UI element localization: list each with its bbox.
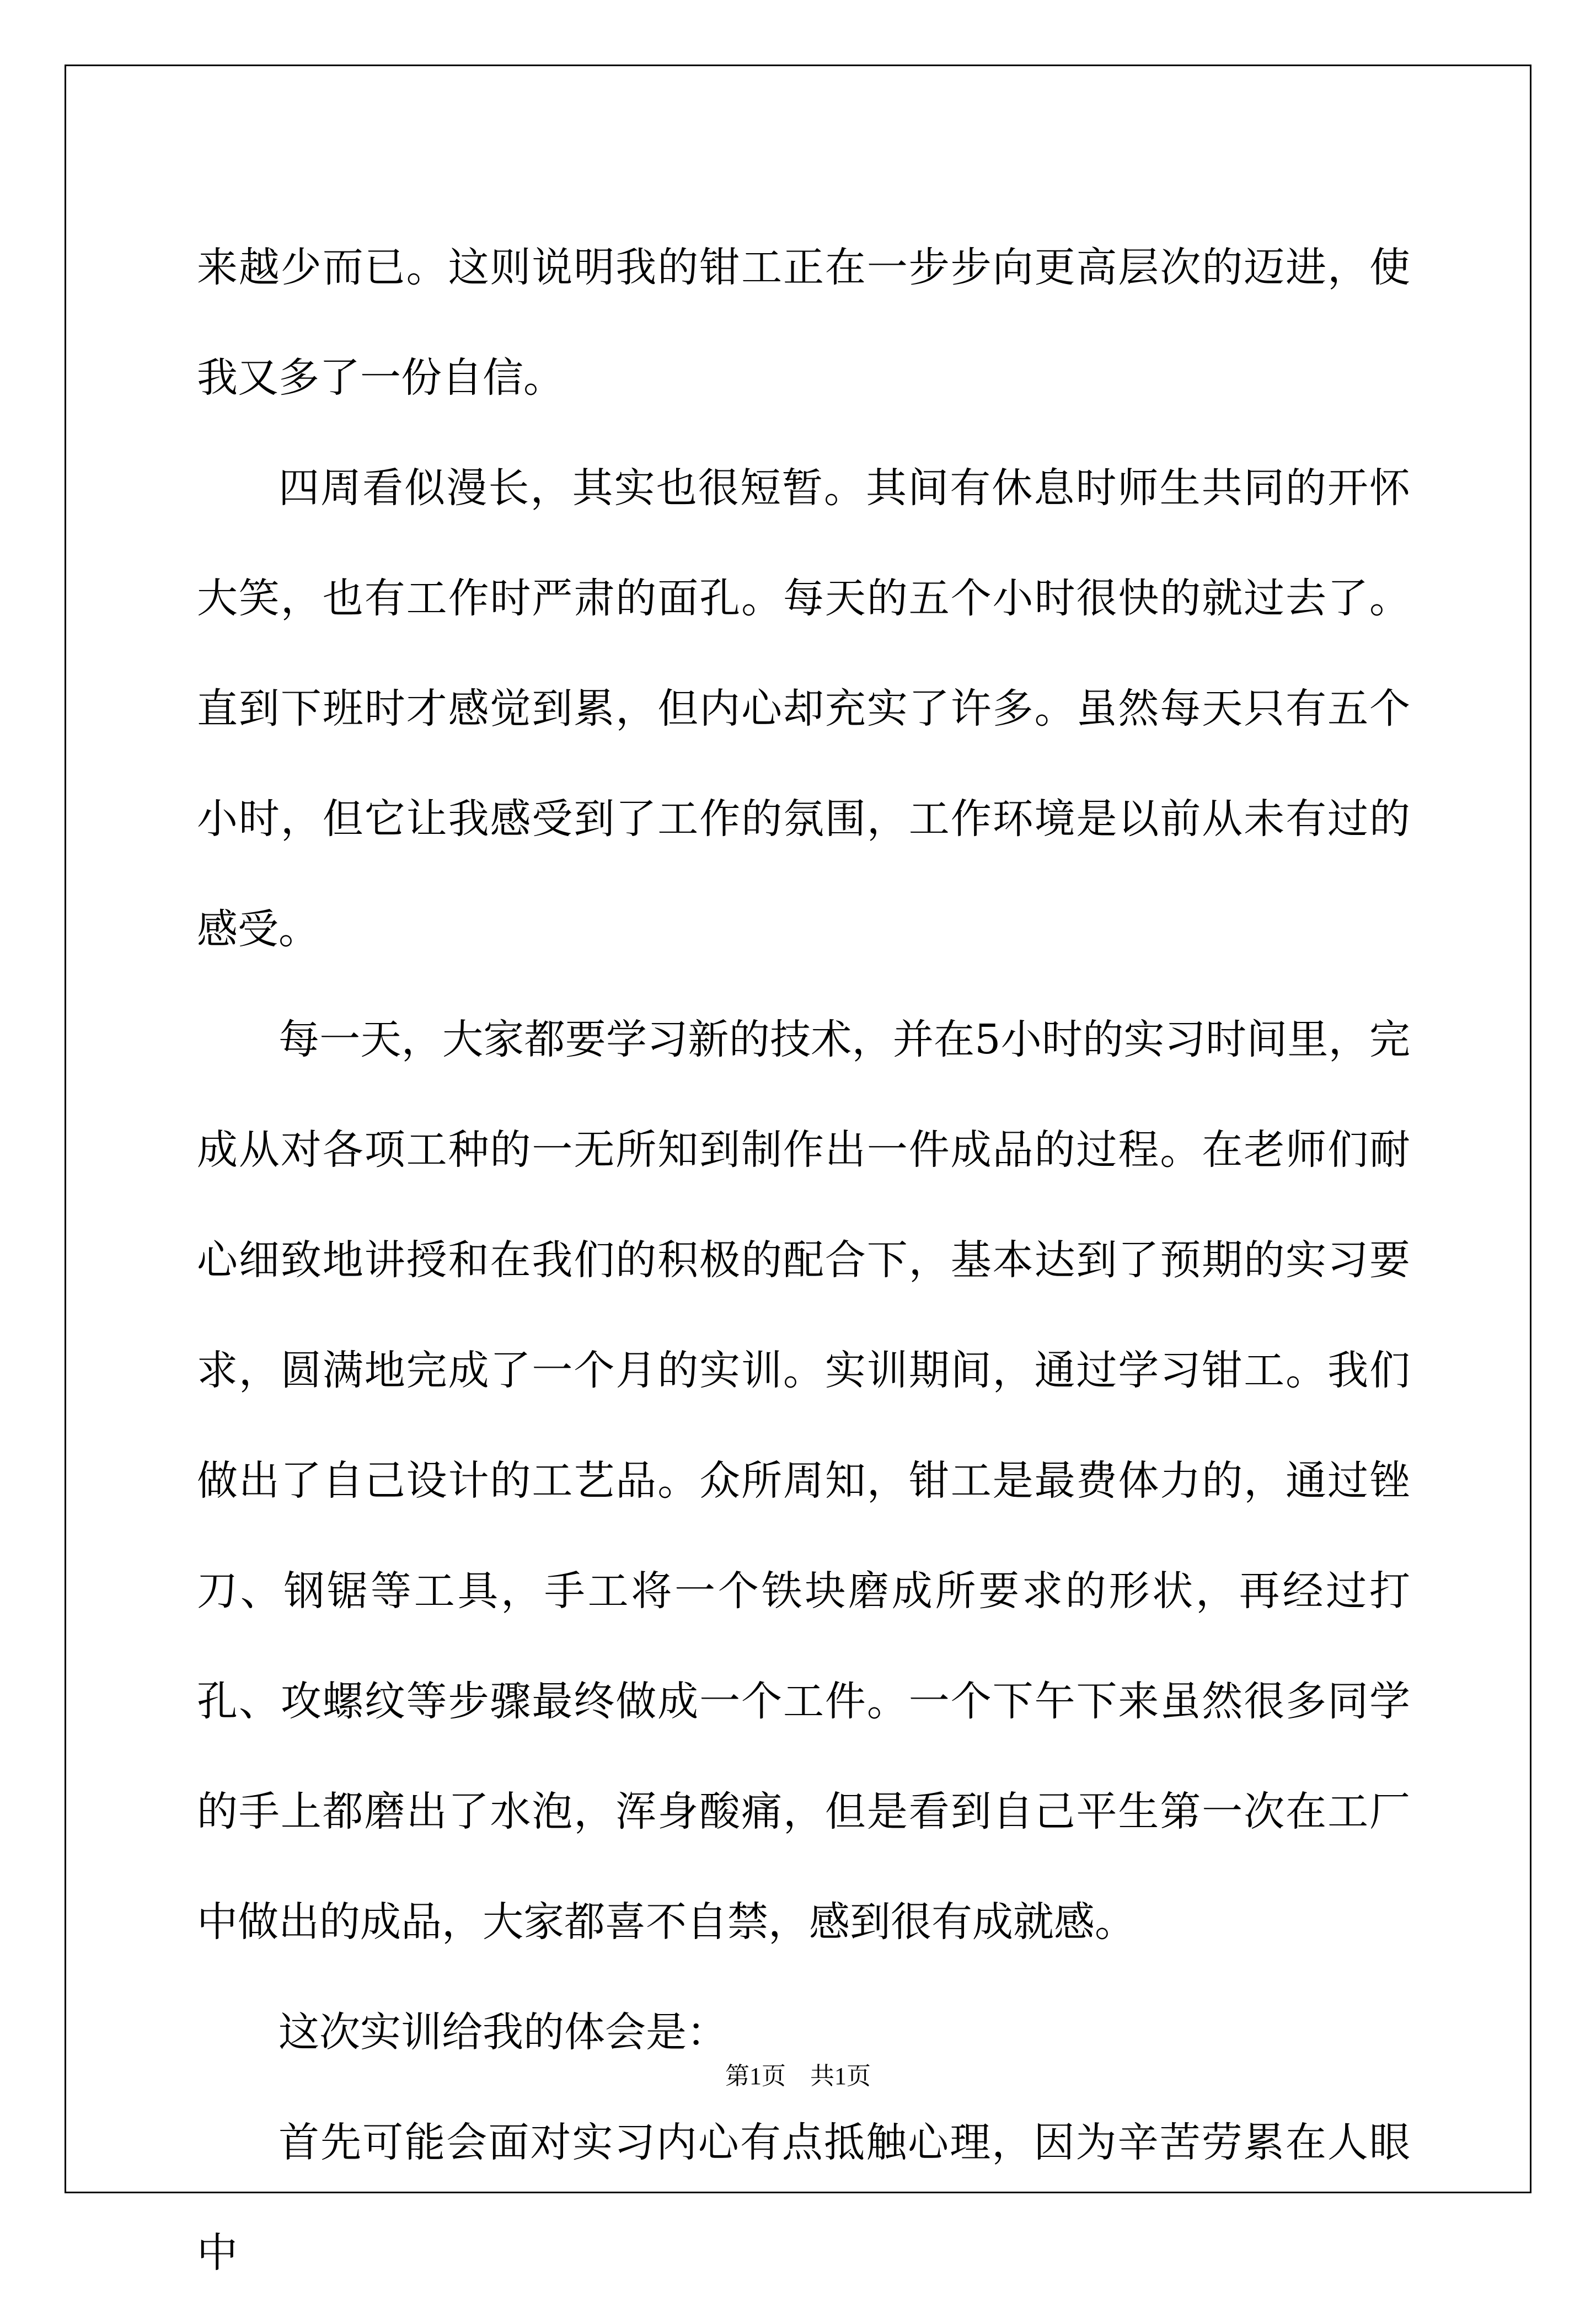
paragraph-2: 四周看似漫长，其实也很短暂。其间有休息时师生共同的开怀大笑，也有工作时严肃的面孔。每天的五个小时很快的就过去了。直到下班时才感觉到累，但内心却充实了许多。虽然每天只有五个小时，但它让我感受到了工作的氛围，工作环境是以前从未有过的感受。 <box>197 464 1410 953</box>
paragraph-4: 这次实训给我的体会是： <box>279 2009 727 2056</box>
page-footer: 第1页 共1页 <box>725 2063 871 2090</box>
paragraph-3: 每一天，大家都要学习新的技术，并在5小时的实习时间里，完成从对各项工种的一无所知到制作出一件成品的过程。在老师们耐心细致地讲授和在我们的积极的配合下，基本达到了预期的实习要求，圆满地完成了一个月的实训。实训期间，通过学习钳工。我们做出了自己设计的工艺品。众所周知，钳工是最费体力的，通过锉刀、钢锯等工具，手工将一个铁块磨成所要求的形状，再经过打孔、攻螺纹等步骤最终做成一个工件。一个下午下来虽然很多同学的手上都磨出了水泡，浑身酸痛，但是看到自己平生第一次在工厂中做出的成品，大家都喜不自禁，感到很有成就感。 <box>197 1016 1410 1946</box>
paragraph-5: 首先可能会面对实习内心有点抵触心理，因为辛苦劳累在人眼中 <box>197 2119 1410 2277</box>
paragraph-1: 来越少而已。这则说明我的钳工正在一步步向更高层次的迈进，使我又多了一份自信。 <box>197 244 1410 401</box>
document-body <box>197 212 1410 2308</box>
